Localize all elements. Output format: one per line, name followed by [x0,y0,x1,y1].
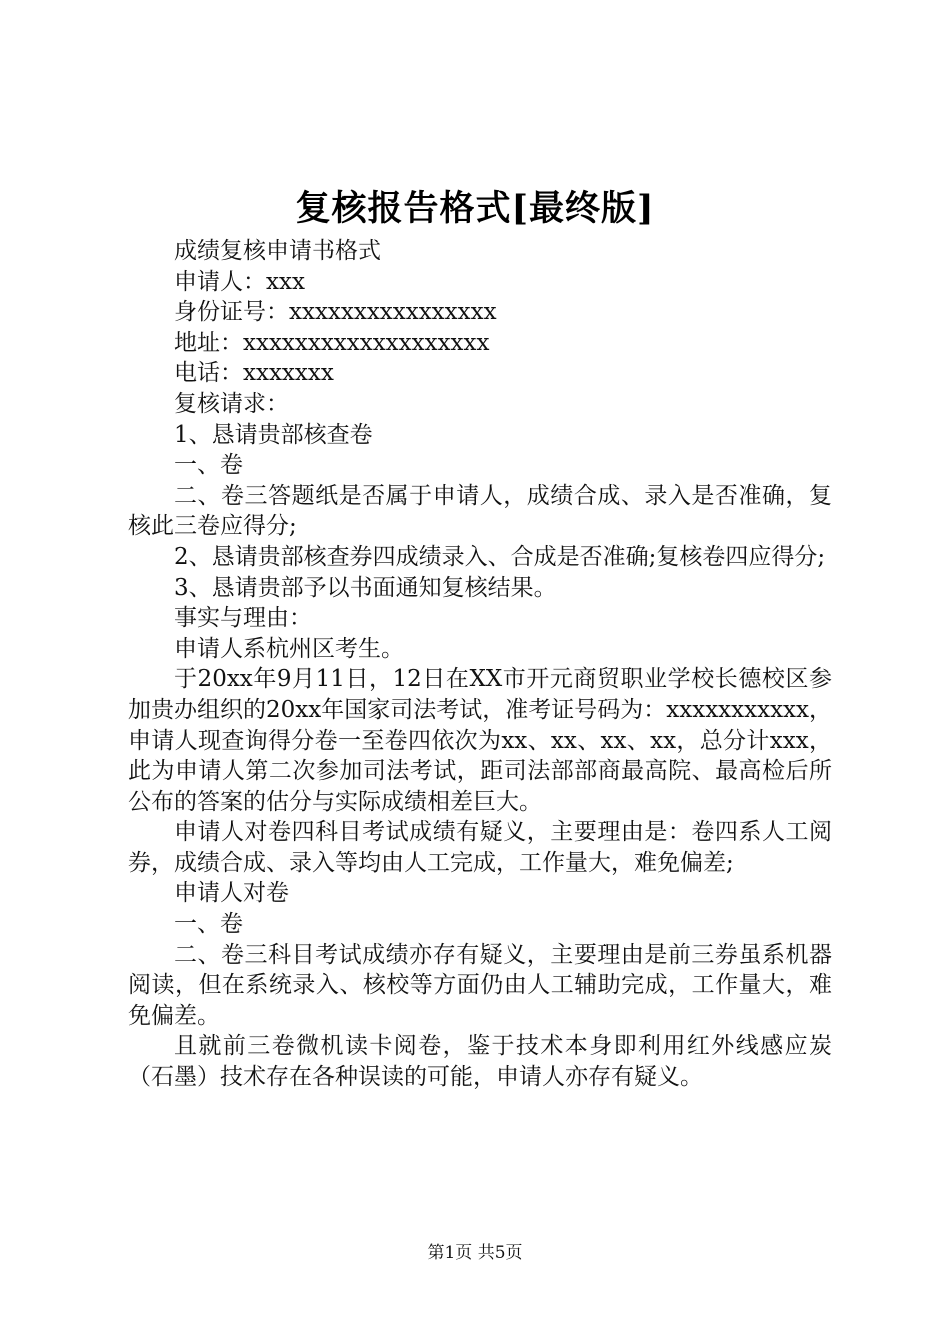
paragraph: 事实与理由： [174,605,312,632]
document-title: 复核报告格式[最终版] [295,188,655,229]
document-body [128,236,832,1093]
paragraph: 且就前三卷微机读卡阅卷，鉴于技术本身即利用红外线感应炭（石墨）技术存在各种误读的可能，申请人亦存有疑义。 [128,1033,832,1091]
paragraph: 一、卷 [174,452,243,479]
paragraph: 成绩复核申请书格式 [174,238,381,264]
paragraph: 申请人对卷 [174,880,289,907]
paragraph: 电话：xxxxxxx [174,360,334,387]
paragraph: 申请人系杭州区考生。 [174,635,404,662]
paragraph: 申请人对卷四科目考试成绩有疑义，主要理由是：卷四系人工阅券，成绩合成、录入等均由人工完成，工作量大，难免偏差; [128,819,832,876]
page-footer: 第1页 共5页 [427,1243,523,1263]
paragraph: 二、卷三答题纸是否属于申请人，成绩合成、录入是否准确，复核此三卷应得分; [128,482,832,540]
paragraph: 地址：xxxxxxxxxxxxxxxxxxx [174,329,490,356]
paragraph: 2、恳请贵部核查券四成绩录入、合成是否准确;复核卷四应得分; [174,543,826,570]
paragraph: 一、卷 [174,911,243,938]
paragraph: 身份证号：xxxxxxxxxxxxxxxx [174,299,497,326]
paragraph: 二、卷三科目考试成绩亦存有疑义，主要理由是前三券虽系机器阅读，但在系统录入、核校等方面仍由人工辅助完成，工作量大，难免偏差。 [128,941,832,1029]
paragraph: 复核请求： [174,390,289,417]
paragraph: 于20xx年9月11日，12日在XX市开元商贸职业学校长德校区参加贵办组织的20xx年国家司法考试，准考证号码为：xxxxxxxxxxx，申请人现查询得分卷一至卷四依次为xx、xx、xx、xx，总分计xxx，此为申请人第二次参加司法考试，距司法部部商最高院、最高检后所公布的答案的估分与实际成绩相差巨大。 [128,666,832,815]
paragraph: 3、恳请贵部予以书面通知复核结果。 [174,574,557,601]
paragraph: 1、恳请贵部核查卷 [174,421,373,448]
paragraph: 申请人：xxx [174,268,305,295]
